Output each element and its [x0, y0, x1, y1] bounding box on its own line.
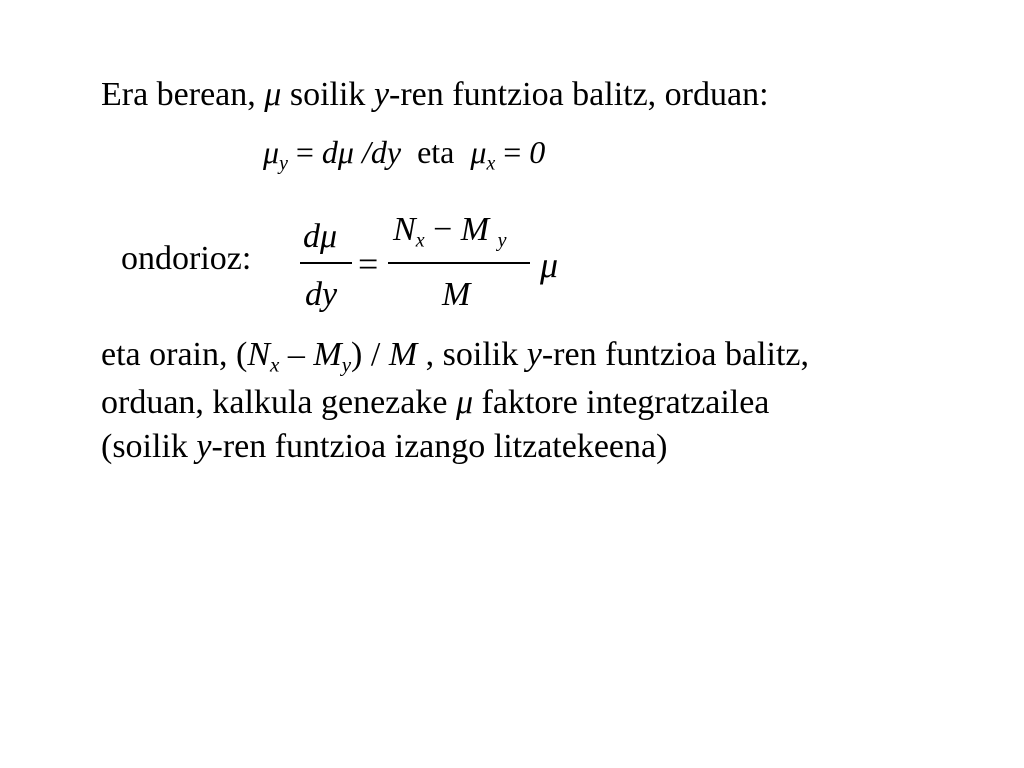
mu-x-sub: x — [486, 152, 496, 175]
equals-1: = — [295, 134, 314, 170]
rhs-denominator: M — [442, 276, 471, 313]
numerator-N: N — [393, 211, 416, 248]
ondorioz-label: ondorioz: — [121, 240, 252, 277]
intro-text-2: soilik — [289, 76, 366, 113]
numerator-minus: − — [433, 211, 453, 248]
lhs-fraction-bar — [300, 262, 352, 264]
p1-text: eta orain, ( — [101, 336, 248, 373]
mu-y-base: μ — [263, 134, 280, 170]
mu-symbol: μ — [264, 76, 282, 113]
p1-y: y — [341, 352, 352, 377]
p3-post: -ren funtzioa izango litzatekeena) — [211, 428, 668, 465]
dmu-dy: dμ /dy — [321, 134, 402, 170]
equals-2: = — [503, 134, 522, 170]
p2-mu: μ — [455, 384, 474, 421]
p2-post: faktore integratzailea — [473, 384, 770, 421]
p3-y: y — [196, 428, 212, 465]
p1-x: x — [270, 352, 280, 377]
paragraph-line-1 — [101, 336, 809, 377]
p1-post2: -ren funtzioa balitz, — [541, 336, 809, 373]
p2-text: orduan, kalkula genezake — [101, 384, 456, 421]
intro-line — [101, 78, 769, 112]
p1-post1: , soilik — [417, 336, 527, 373]
rhs-fraction-bar — [388, 262, 530, 264]
mu-x-base: μ — [470, 134, 487, 170]
p1-M2: M — [388, 336, 418, 373]
p1-close: ) / — [351, 336, 389, 373]
numerator-x: x — [415, 229, 425, 252]
p1-M: M — [313, 336, 342, 373]
y-variable: y — [373, 76, 390, 113]
intro-text-3: -ren funtzioa balitz, orduan: — [389, 76, 769, 113]
lhs-numerator: dμ — [303, 218, 338, 255]
eta-word: eta — [417, 134, 455, 170]
p1-N: N — [247, 336, 270, 373]
equals-sign: = — [358, 244, 379, 284]
paragraph-line-2 — [101, 386, 769, 420]
lhs-denominator: dy — [305, 276, 338, 313]
paragraph-line-3 — [101, 430, 667, 464]
rhs-numerator — [393, 211, 507, 252]
mu-factor: μ — [540, 245, 559, 285]
mu-y-sub: y — [279, 152, 288, 175]
condition-line — [263, 134, 546, 175]
p3-text: (soilik — [101, 428, 197, 465]
zero: 0 — [529, 134, 546, 170]
numerator-y: y — [497, 229, 507, 252]
p1-y2: y — [526, 336, 542, 373]
p1-minus: – — [279, 336, 314, 373]
numerator-M: M — [460, 211, 490, 248]
intro-text: Era berean, — [101, 76, 256, 113]
